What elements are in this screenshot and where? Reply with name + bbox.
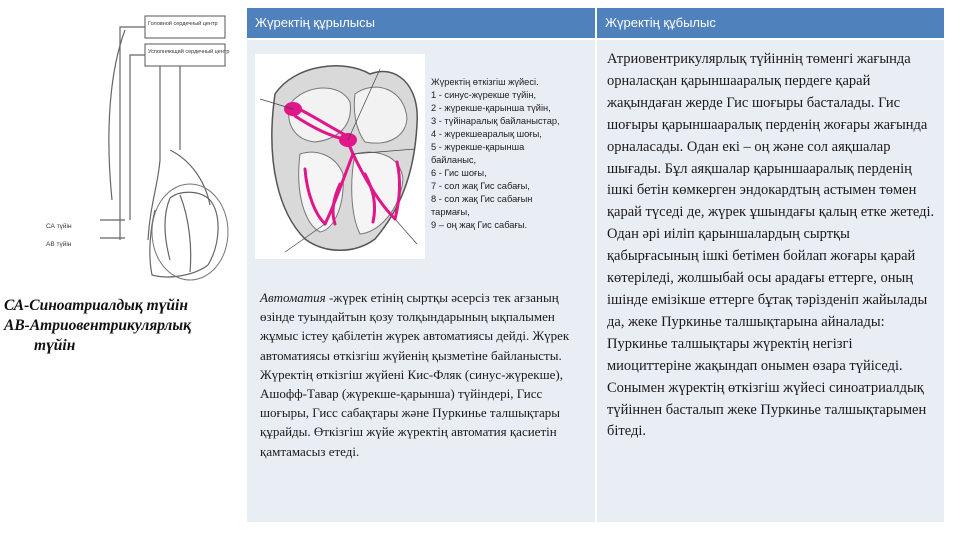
caption-line-sa: СА-Синоатриалдық түйін — [4, 297, 188, 314]
av-node-label: АВ түйін — [46, 241, 72, 248]
automatia-text: -жүрек етінің сыртқы әсерсіз тек ағзаның өзінде туындайтын қозу толқындарының ықпалымен жұмыс істеу қабілетін жүрек автоматиясы дейді. Жүрек автоматиясы өткізгіш жүйенің қызметіне байланысты. Жүректің өткізгіш жүйені Кис-Фляк (синус-жүрекше), Ашофф-Тавар (жүрекше-қарынша) түйіндері, Гисс шоғыры, Гисс сабақтары және Пуркинье талшықтары құрайды. Өткізгіш жүйе жүректің автоматия қасиетін қамтамасыз етеді. — [260, 290, 570, 459]
illustration-legend — [431, 76, 596, 232]
legend-title: Жүректің өткізгіш жүйесі. — [431, 77, 539, 87]
center-box-2 — [145, 44, 225, 66]
legend-item: 2 - жүрекше-қарынша түйін, — [431, 103, 551, 113]
abbreviation-caption — [4, 296, 244, 356]
legend-item: 4 - жүрекшеаралық шоғы, — [431, 129, 542, 139]
structure-cell — [247, 40, 595, 522]
content-table — [247, 8, 944, 522]
automatia-paragraph — [260, 288, 590, 461]
caption-line-av-cont: түйін — [34, 337, 76, 354]
legend-item: 9 – оң жақ Гис сабағы. — [431, 220, 528, 230]
conduction-schematic-diagram — [30, 10, 245, 290]
center-box-1 — [145, 16, 225, 38]
legend-item: байланыс, — [431, 155, 477, 165]
automatia-term: Автоматия — [260, 290, 326, 305]
legend-item: 5 - жүрекше-қарынша — [431, 142, 525, 152]
legend-item: 1 - синус-жүрекше түйін, — [431, 90, 537, 100]
legend-item: 3 - түйінаралық байланыстар, — [431, 116, 560, 126]
legend-item: тармағы, — [431, 207, 470, 217]
phenomenon-cell — [597, 40, 944, 522]
legend-item: 6 - Гис шоғы, — [431, 168, 487, 178]
phenomenon-paragraph: Атриовентрикулярлық түйіннің төменгі жағында орналасқан қарыншааралық пердеге қарай жақындаған жерде Гис шоғыры басталады. Гис шоғыры қарыншааралық перденің жоғары жағында орналасады. Одан екі – оң және сол аяқшалар шығады. Бұл аяқшалар қарыншааралық перденің ішкі бетін көмкерген эндокардтың астымен төмен қарай түседі де, жүрек ұшындағы қалың етке жетеді. Одан әрі иіліп қарыншалардың сыртқы қабырғасының ішкі бетімен бойлап жоғары қарай көтеріледі, жолшыбай осы арадағы еттерге, оның ішінде емізікше еттерге бұтақ тәрізденіп жайылады да, жеке Пуркинье талшықтарына айналады: Пуркинье талшықтары жүректің негізгі миоциттеріне жақындап онымен өзара түйіседі. Сонымен жүректің өткізгіш жүйесі синоатриалдық түйіннен басталып жеке Пуркинье талшықтарымен бітеді. — [607, 51, 935, 440]
heart-conduction-illustration — [255, 54, 425, 259]
center-box-2-label: Усполняющий сердечный центр — [148, 49, 230, 55]
center-box-1-label: Головной сердечный центр — [148, 21, 218, 27]
caption-line-av: АВ-Атриовентрикулярлық — [4, 317, 191, 334]
header-phenomenon: Жүректің құбылыс — [597, 8, 944, 38]
sa-node-label: СА түйін — [46, 223, 72, 230]
header-structure: Жүректің құрылысы — [247, 8, 595, 38]
legend-item: 8 - сол жақ Гис сабағын — [431, 194, 533, 204]
legend-item: 7 - сол жақ Гис сабағы, — [431, 181, 530, 191]
